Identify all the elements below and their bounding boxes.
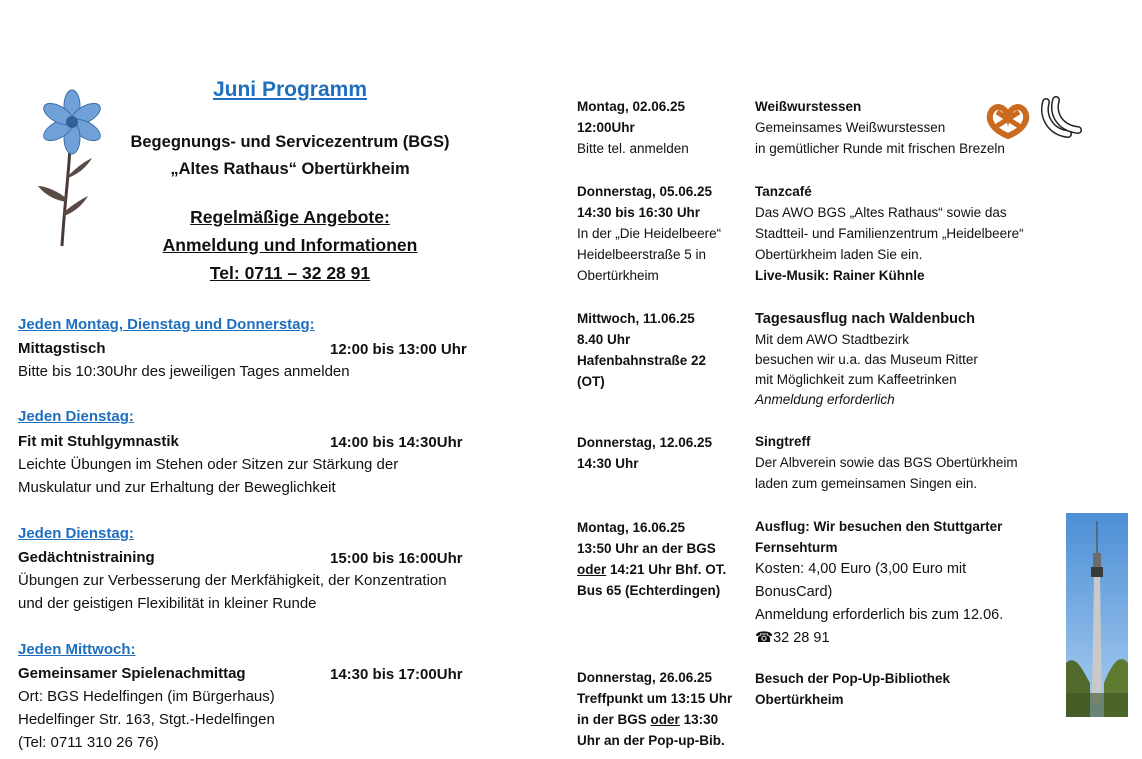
event-line: Mit dem AWO Stadtbezirk xyxy=(755,332,910,347)
event-date-line xyxy=(577,559,752,580)
regular-time: 14:00 bis 14:30Uhr xyxy=(330,434,463,451)
regular-day: Jeden Montag, Dienstag und Donnerstag: xyxy=(18,316,315,333)
event-extra: Live-Musik: Rainer Kühnle xyxy=(755,268,925,283)
regular-line: Übungen zur Verbesserung der Merkfähigkeit, der Konzentration xyxy=(18,572,447,589)
event-desc xyxy=(755,431,1075,494)
registration-heading: Anmeldung und Informationen xyxy=(162,235,418,255)
page-title: Juni Programm xyxy=(212,78,368,101)
event-date xyxy=(577,181,752,286)
event-date-line: Mittwoch, 11.06.25 xyxy=(577,311,695,326)
event-date-line: Hafenbahnstraße 22 xyxy=(577,353,707,368)
event-title: Besuch der Pop-Up-Bibliothek xyxy=(755,671,951,686)
event-line: laden zum gemeinsamen Singen ein. xyxy=(755,476,978,491)
event-date-part: 14:21 Uhr Bhf. OT. xyxy=(610,562,727,577)
event-line: Gemeinsames Weißwurstessen xyxy=(755,120,946,135)
regular-heading: Regelmäßige Angebote: xyxy=(190,207,390,227)
regular-name: Fit mit Stuhlgymnastik xyxy=(18,433,179,450)
event-date-line: Bus 65 (Echterdingen) xyxy=(577,583,721,598)
event-line xyxy=(755,627,1055,650)
event-date-line xyxy=(577,709,752,730)
event-date-line: 12:00Uhr xyxy=(577,120,635,135)
event-line: BonusCard) xyxy=(755,584,833,600)
org-name: Begegnungs- und Servicezentrum (BGS) xyxy=(130,133,450,151)
event-date xyxy=(577,667,752,751)
pretzel-icon xyxy=(985,100,1031,140)
event-date-part: 13:30 xyxy=(683,712,719,727)
event-date-line: Obertürkheim xyxy=(577,268,659,283)
regular-line: Muskulatur und zur Erhaltung der Beweglichkeit xyxy=(18,479,336,496)
event-date-line: Donnerstag, 05.06.25 xyxy=(577,184,713,199)
tv-tower-photo xyxy=(1066,513,1128,717)
event-title: Ausflug: Wir besuchen den Stuttgarter xyxy=(755,519,1003,534)
regular-line: Leichte Übungen im Stehen oder Sitzen zur Stärkung der xyxy=(18,456,399,473)
event-phone: 32 28 91 xyxy=(773,630,830,646)
event-date-line: Donnerstag, 26.06.25 xyxy=(577,670,713,685)
regular-line: Ort: BGS Hedelfingen (im Bürgerhaus) xyxy=(18,688,275,705)
event-line: Anmeldung erforderlich bis zum 12.06. xyxy=(755,607,1004,623)
event-date xyxy=(577,96,752,159)
event-title: Fernsehturm xyxy=(755,540,838,555)
event-date-line: 14:30 Uhr xyxy=(577,456,639,471)
event-date xyxy=(577,517,752,601)
event-date-line: 14:30 bis 16:30 Uhr xyxy=(577,205,701,220)
event-desc xyxy=(755,668,1075,710)
event-title: Obertürkheim xyxy=(755,692,844,707)
event-date-line: Bitte tel. anmelden xyxy=(577,141,689,156)
event-title: Tanzcafé xyxy=(755,184,812,199)
event-title: Singtreff xyxy=(755,434,811,449)
event-date-line: Montag, 02.06.25 xyxy=(577,99,686,114)
event-desc xyxy=(755,181,1075,286)
event-date-or: oder xyxy=(650,712,680,727)
event-date-line: 8.40 Uhr xyxy=(577,332,631,347)
regular-line: und der geistigen Flexibilität in kleiner Runde xyxy=(18,595,317,612)
regular-name: Gemeinsamer Spielenachmittag xyxy=(18,665,246,682)
event-date-line: Heidelbeerstraße 5 in xyxy=(577,247,707,262)
event-date-line: (OT) xyxy=(577,374,605,389)
regular-day: Jeden Mittwoch: xyxy=(18,641,136,658)
event-date-line: In der „Die Heidelbeere“ xyxy=(577,226,722,241)
event-extra: Anmeldung erforderlich xyxy=(755,392,895,407)
regular-name: Mittagstisch xyxy=(18,340,106,357)
regular-line: Hedelfinger Str. 163, Stgt.-Hedelfingen xyxy=(18,711,275,728)
event-line: Obertürkheim laden Sie ein. xyxy=(755,247,923,262)
event-date-line: Treffpunkt um 13:15 Uhr xyxy=(577,691,733,706)
phone-icon: ☎ xyxy=(755,630,774,646)
event-line: Das AWO BGS „Altes Rathaus“ sowie das xyxy=(755,205,1007,220)
regular-time: 15:00 bis 16:00Uhr xyxy=(330,550,463,567)
regular-line: Bitte bis 10:30Uhr des jeweiligen Tages anmelden xyxy=(18,363,350,380)
event-line: Der Albverein sowie das BGS Obertürkheim xyxy=(755,455,1018,470)
event-title: Tagesausflug nach Waldenbuch xyxy=(755,311,975,327)
event-line: mit Möglichkeit zum Kaffeetrinken xyxy=(755,372,957,387)
event-desc xyxy=(755,516,1055,650)
event-date xyxy=(577,308,752,392)
event-date-or: oder xyxy=(577,562,607,577)
event-line: in gemütlicher Runde mit frischen Brezeln xyxy=(755,141,1005,156)
event-date xyxy=(577,432,752,474)
event-line: besuchen wir u.a. das Museum Ritter xyxy=(755,352,978,367)
regular-line: (Tel: 0711 310 26 76) xyxy=(18,734,159,751)
event-date-part: in der BGS xyxy=(577,712,647,727)
regular-time: 14:30 bis 17:00Uhr xyxy=(330,666,463,683)
regular-time: 12:00 bis 13:00 Uhr xyxy=(330,341,467,358)
org-location: „Altes Rathaus“ Obertürkheim xyxy=(170,160,410,178)
event-title: Weißwurstessen xyxy=(755,99,862,114)
event-date-line: Montag, 16.06.25 xyxy=(577,520,686,535)
regular-name: Gedächtnistraining xyxy=(18,549,155,566)
event-date-line: Donnerstag, 12.06.25 xyxy=(577,435,713,450)
event-date-line: Uhr an der Pop-up-Bib. xyxy=(577,733,725,748)
regular-day: Jeden Dienstag: xyxy=(18,525,134,542)
phone-heading: Tel: 0711 – 32 28 91 xyxy=(209,263,371,283)
event-desc xyxy=(755,308,1075,410)
regular-day: Jeden Dienstag: xyxy=(18,408,134,425)
sausage-icon xyxy=(1040,96,1086,138)
event-line: Kosten: 4,00 Euro (3,00 Euro mit xyxy=(755,561,967,577)
event-line: Stadtteil- und Familienzentrum „Heidelbeere“ xyxy=(755,226,1024,241)
event-date-line: 13:50 Uhr an der BGS xyxy=(577,541,716,556)
